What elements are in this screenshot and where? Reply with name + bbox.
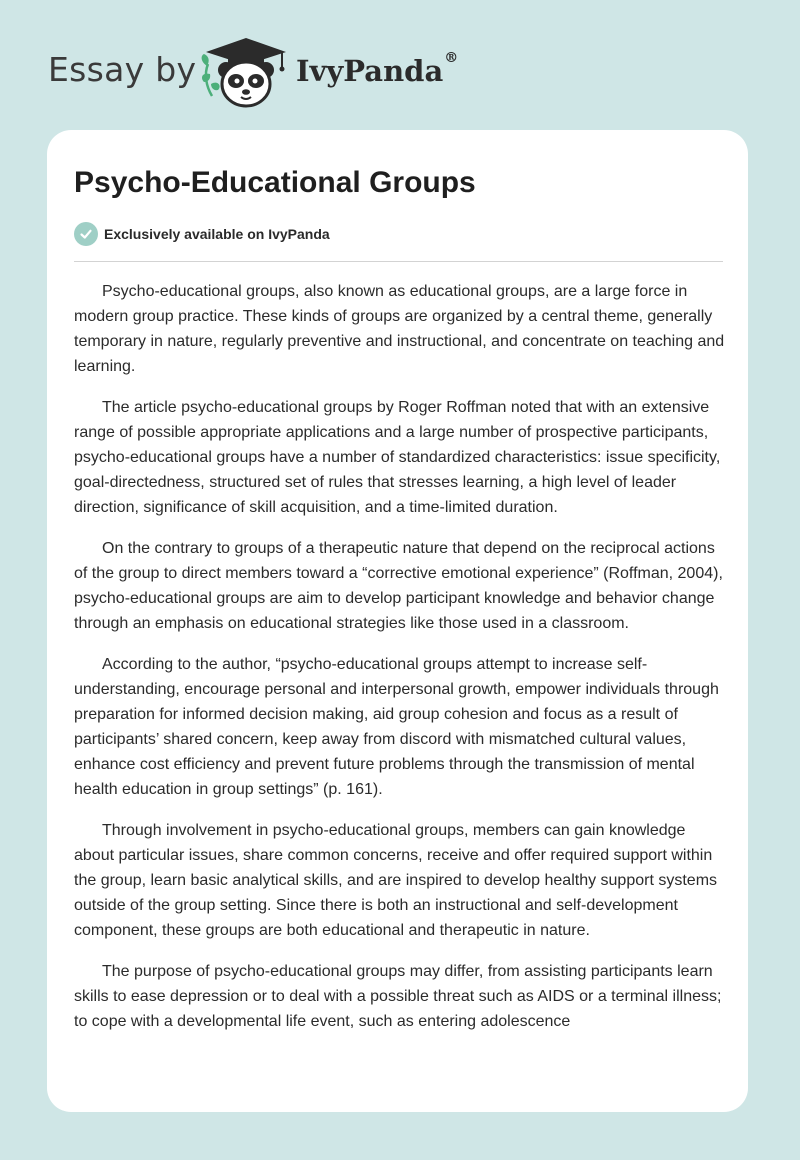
panda-graduate-icon[interactable] xyxy=(198,34,294,110)
paragraph: Psycho-educational groups, also known as educational groups, are a large force in modern group practice. These kinds of groups are organized by a central theme, generally temporary in nature, regularly preventive and instructional, and concentrate on teaching and learning. xyxy=(74,283,725,375)
exclusive-badge-text: Exclusively available on IvyPanda xyxy=(104,226,330,242)
paragraph: Through involvement in psycho-educational groups, members can gain knowledge about particular issues, share common concerns, receive and offer required support within the group, learn basic analytical skills, and are inspired to develop healthy support systems outside of the group setting. Since there is both an instructional and self-development component, these groups are both educational and therapeutic in nature. xyxy=(74,822,718,939)
brand-logo-text[interactable] xyxy=(296,50,459,88)
exclusive-badge xyxy=(74,222,330,246)
paragraph: According to the author, “psycho-educational groups attempt to increase self-understanding, encourage personal and interpersonal growth, empower individuals through preparation for informed decision making, aid group cohesion and focus as a result of participants’ shared concern, keep away from discord with mismatched cultural values, enhance cost efficiency and prevent future problems through the transmission of mental health education in group settings” (p. 161). xyxy=(74,656,719,798)
page-title: Psycho-Educational Groups xyxy=(74,166,476,199)
paragraph: The article psycho-educational groups by Roger Roffman noted that with an extensive range of possible appropriate applications and a large number of prospective participants, psycho-educational groups have a number of standardized characteristics: issue specificity, goal-directedness, structured set of rules that stresses learning, a high level of leader direction, significance of skill acquisition, and a time-limited duration. xyxy=(74,399,721,516)
check-icon xyxy=(74,222,98,246)
essay-body xyxy=(74,279,726,1050)
essay-by-label: Essay by xyxy=(48,50,197,89)
essay-card xyxy=(47,130,748,1112)
brand-name: IvyPanda xyxy=(296,54,444,88)
site-header xyxy=(0,0,800,130)
paragraph: On the contrary to groups of a therapeutic nature that depend on the reciprocal actions of the group to direct members toward a “corrective emotional experience” (Roffman, 2004), psycho-educational groups are aim to develop participant knowledge and behavior change through an emphasis on educational strategies like those used in a classroom. xyxy=(74,540,723,632)
title-divider xyxy=(74,261,723,262)
paragraph: The purpose of psycho-educational groups may differ, from assisting participants learn skills to ease depression or to deal with a possible threat such as AIDS or a terminal illness; to cope with a developmental life event, such as entering adolescence xyxy=(74,963,722,1030)
registered-mark: ® xyxy=(444,50,459,66)
